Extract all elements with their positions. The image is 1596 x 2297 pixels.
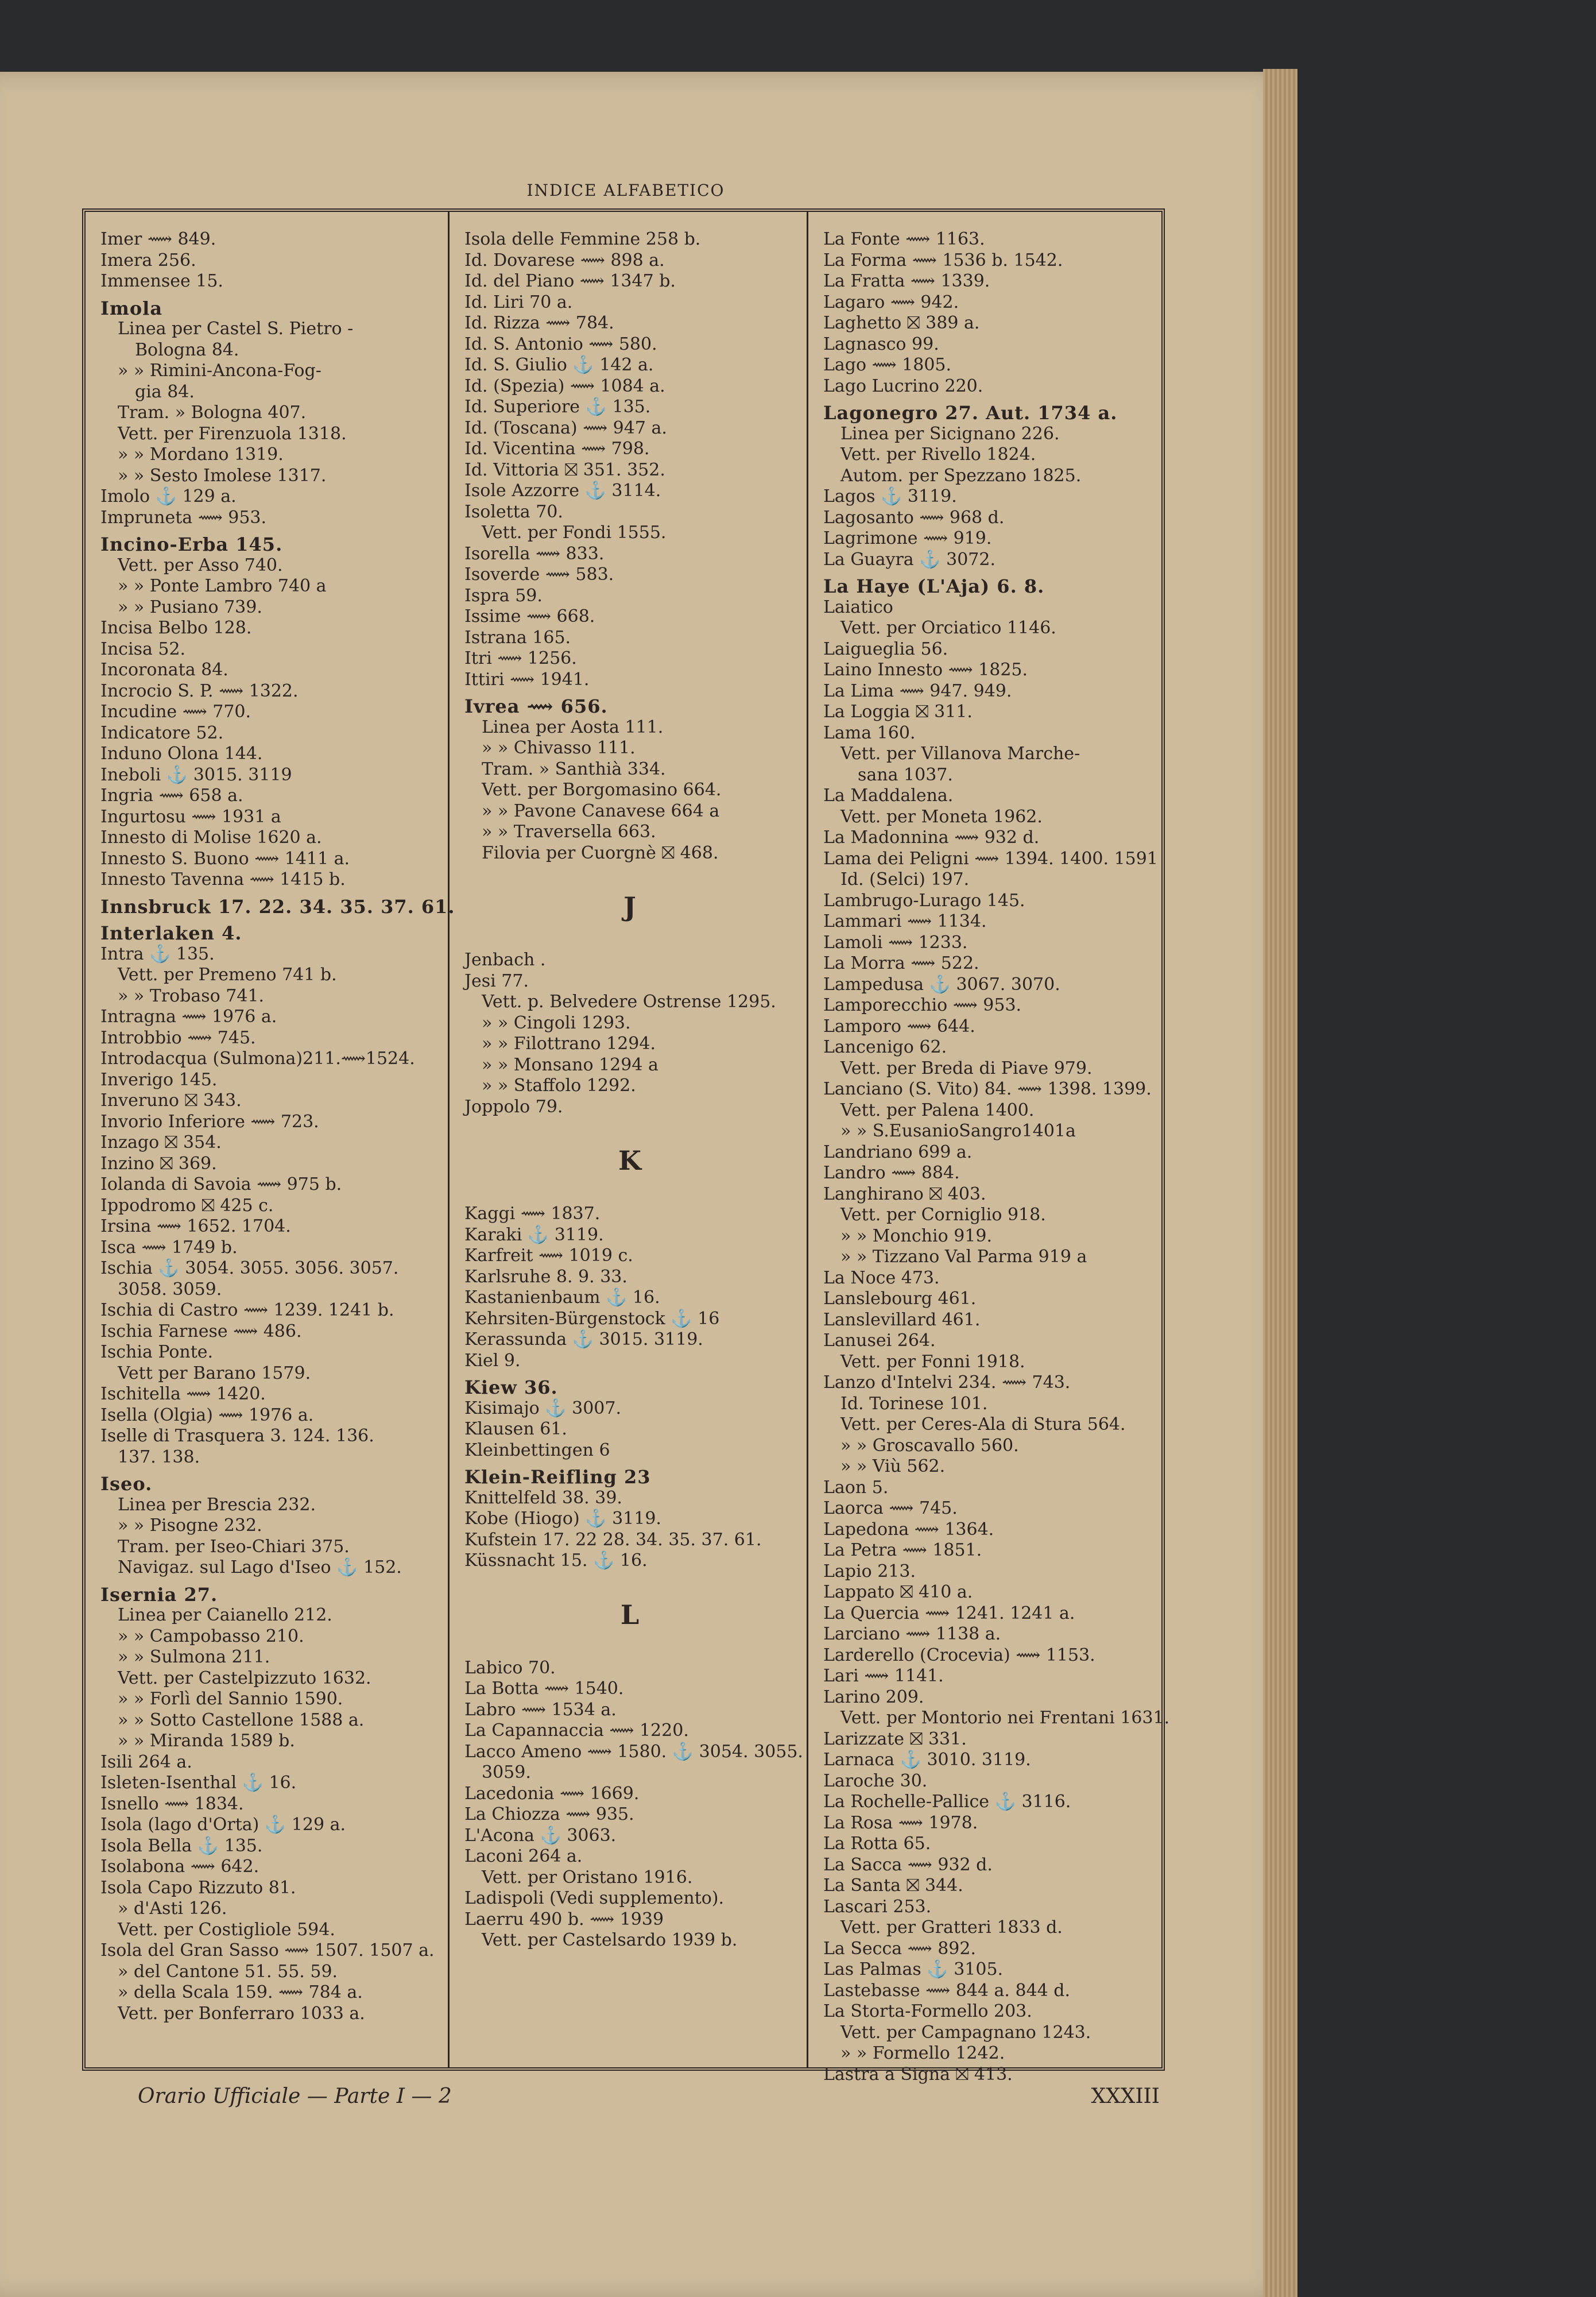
- index-entry: Incisa Belbo 128.: [100, 618, 252, 638]
- index-entry: Incisa 52.: [100, 639, 186, 659]
- index-entry: Lago Lucrino 220.: [823, 376, 983, 396]
- index-entry: Itri ⟿ 1256.: [464, 648, 577, 668]
- index-entry: Lama 160.: [823, 722, 916, 743]
- index-entry: La Rosa ⟿ 1978.: [823, 1812, 978, 1833]
- index-entry: Filovia per Cuorgnè ⛝ 468.: [482, 842, 719, 863]
- index-entry: 3059.: [482, 1762, 531, 1782]
- index-entry: Vett. per Fonni 1918.: [840, 1351, 1025, 1372]
- index-entry: Linea per Sicignano 226.: [840, 423, 1060, 444]
- index-entry: La Guayra ⚓ 3072.: [823, 549, 995, 570]
- index-entry: Vett. per Breda di Piave 979.: [840, 1058, 1093, 1078]
- index-entry: Laon 5.: [823, 1477, 889, 1498]
- index-entry: Laiatico: [823, 597, 893, 617]
- index-entry: Iselle di Trasquera 3. 124. 136.: [100, 1426, 374, 1446]
- index-entry: Lagos ⚓ 3119.: [823, 486, 957, 506]
- index-entry: Lapedona ⟿ 1364.: [823, 1519, 994, 1540]
- index-entry: Vett. per Castelpizzuto 1632.: [118, 1668, 371, 1688]
- index-entry: La Quercia ⟿ 1241. 1241 a.: [823, 1603, 1075, 1623]
- index-entry: Lamporecchio ⟿ 953.: [823, 995, 1022, 1015]
- index-entry: » » Miranda 1589 b.: [118, 1731, 295, 1751]
- index-entry: La Loggia ⛝ 311.: [823, 702, 973, 722]
- index-entry: La Secca ⟿ 892.: [823, 1938, 977, 1959]
- index-entry: La Rotta 65.: [823, 1834, 931, 1854]
- index-entry: » » Formello 1242.: [840, 2043, 1005, 2063]
- index-entry: Vett. per Fondi 1555.: [482, 523, 667, 543]
- index-entry: Vett. per Montorio nei Frentani 1631.: [840, 1708, 1170, 1728]
- index-entry: Lascari 253.: [823, 1896, 932, 1917]
- index-entry: Ladispoli (Vedi supplemento).: [464, 1888, 725, 1908]
- index-entry: Innesto S. Buono ⟿ 1411 a.: [100, 848, 350, 869]
- index-entry: La Morra ⟿ 522.: [823, 953, 979, 973]
- index-entry: Lagrimone ⟿ 919.: [823, 528, 992, 548]
- index-entry: Id. del Piano ⟿ 1347 b.: [464, 271, 676, 291]
- index-entry: Lago ⟿ 1805.: [823, 355, 952, 375]
- index-entry: Karaki ⚓ 3119.: [464, 1224, 604, 1245]
- index-entry: Isili 264 a.: [100, 1751, 192, 1772]
- index-entry: Linea per Caianello 212.: [118, 1605, 332, 1625]
- index-entry: Vett. p. Belvedere Ostrense 1295.: [482, 992, 776, 1012]
- index-entry: Vett. per Moneta 1962.: [840, 806, 1043, 827]
- index-entry: » d'Asti 126.: [118, 1898, 227, 1919]
- index-entry: Las Palmas ⚓ 3105.: [823, 1959, 1004, 1979]
- index-entry: » » Monchio 919.: [840, 1225, 992, 1246]
- index-entry: Invorio Inferiore ⟿ 723.: [100, 1111, 319, 1132]
- index-entry: Bologna 84.: [135, 339, 239, 360]
- index-entry-main: Kiew 36.: [464, 1376, 558, 1398]
- index-column-1: [86, 212, 455, 2067]
- index-column-2: [450, 212, 808, 2067]
- index-entry: Jesi 77.: [464, 970, 529, 991]
- index-entry: Larizzate ⛝ 331.: [823, 1728, 967, 1749]
- index-entry: Ischitella ⟿ 1420.: [100, 1384, 266, 1404]
- index-entry: La Maddalena.: [823, 786, 954, 806]
- index-entry: » » Trobaso 741.: [118, 985, 265, 1006]
- page-edge: [1263, 69, 1297, 2297]
- index-entry: Vett. per Premeno 741 b.: [118, 965, 337, 985]
- index-frame: [82, 208, 1170, 2085]
- index-entry: Isorella ⟿ 833.: [464, 543, 605, 564]
- index-entry: » della Scala 159. ⟿ 784 a.: [118, 1982, 363, 2002]
- index-entry: Inverigo 145.: [100, 1069, 218, 1090]
- index-entry: Vett. per Castelsardo 1939 b.: [482, 1930, 738, 1950]
- index-entry: Isola Bella ⚓ 135.: [100, 1835, 263, 1856]
- running-head: INDICE ALFABETICO: [526, 181, 725, 200]
- index-entry: Lanciano (S. Vito) 84. ⟿ 1398. 1399.: [823, 1079, 1152, 1099]
- index-entry: Vett. per Borgomasino 664.: [482, 780, 722, 800]
- index-entry: Id. Liri 70 a.: [464, 292, 573, 312]
- index-entry: La Botta ⟿ 1540.: [464, 1679, 624, 1699]
- index-entry: Vett. per Campagnano 1243.: [840, 2022, 1091, 2043]
- index-entry: » » Sesto Imolese 1317.: [118, 465, 327, 486]
- index-entry: Knittelfeld 38. 39.: [464, 1487, 622, 1508]
- index-entry: Labico 70.: [464, 1657, 556, 1678]
- index-entry: Ineboli ⚓ 3015. 3119: [100, 764, 292, 785]
- index-entry: Ischia Ponte.: [100, 1342, 214, 1362]
- index-entry: La Forma ⟿ 1536 b. 1542.: [823, 250, 1063, 270]
- index-entry: Lamoli ⟿ 1233.: [823, 932, 968, 953]
- index-entry: Lappato ⛝ 410 a.: [823, 1582, 973, 1602]
- index-entry: Lagnasco 99.: [823, 334, 939, 354]
- index-entry: Laorca ⟿ 745.: [823, 1498, 958, 1518]
- index-entry: » » Sotto Castellone 1588 a.: [118, 1710, 365, 1730]
- index-entry: Klausen 61.: [464, 1419, 567, 1439]
- section-letter: J: [623, 891, 636, 922]
- index-entry: Id. S. Giulio ⚓ 142 a.: [464, 355, 654, 375]
- index-entry: Lanslevillard 461.: [823, 1309, 981, 1330]
- index-entry: » » Campobasso 210.: [118, 1626, 304, 1646]
- page-footer: [138, 2085, 1160, 2108]
- index-entry: Id. S. Antonio ⟿ 580.: [464, 334, 657, 354]
- index-entry: Lagosanto ⟿ 968 d.: [823, 507, 1005, 528]
- index-entry: Langhirano ⛝ 403.: [823, 1184, 986, 1204]
- index-entry: Tram. » Bologna 407.: [118, 403, 307, 423]
- index-entry: La Fonte ⟿ 1163.: [823, 229, 985, 249]
- index-entry: Vett. per Orciatico 1146.: [840, 618, 1056, 638]
- index-entry: » » Mordano 1319.: [118, 444, 284, 465]
- index-entry: Induno Olona 144.: [100, 744, 263, 764]
- index-entry: La Rochelle-Pallice ⚓ 3116.: [823, 1792, 1071, 1812]
- index-entry: La Storta-Formello 203.: [823, 2001, 1032, 2021]
- index-entry: Intra ⚓ 135.: [100, 943, 215, 964]
- index-entry: Id. (Selci) 197.: [840, 869, 970, 890]
- index-entry: Innesto di Molise 1620 a.: [100, 827, 322, 848]
- index-entry: Karlsruhe 8. 9. 33.: [464, 1266, 627, 1287]
- index-entry: Lamporo ⟿ 644.: [823, 1016, 975, 1037]
- index-entry: Laconi 264 a.: [464, 1846, 583, 1866]
- index-entry: Id. Rizza ⟿ 784.: [464, 313, 614, 333]
- index-entry: Ispra 59.: [464, 585, 543, 606]
- index-entry: Inzago ⛝ 354.: [100, 1132, 222, 1153]
- index-entry: Incoronata 84.: [100, 660, 228, 680]
- index-entry-main: La Haye (L'Aja) 6. 8.: [823, 575, 1045, 597]
- index-entry-main: Interlaken 4.: [100, 922, 242, 944]
- index-entry: Lanslebourg 461.: [823, 1289, 977, 1309]
- index-entry: Lancenigo 62.: [823, 1037, 947, 1057]
- index-entry: Laerru 490 b. ⟿ 1939: [464, 1909, 664, 1929]
- index-entry: Lastra a Signa ⛝ 413.: [823, 2064, 1013, 2085]
- index-entry: Tram. per Iseo-Chiari 375.: [118, 1536, 350, 1557]
- index-entry: Lagaro ⟿ 942.: [823, 292, 959, 312]
- index-entry-main: Incino-Erba 145.: [100, 533, 283, 555]
- index-entry-main: Lagonegro 27. Aut. 1734 a.: [823, 402, 1118, 424]
- index-entry: Navigaz. sul Lago d'Iseo ⚓ 152.: [118, 1557, 402, 1577]
- index-entry: L'Acona ⚓ 3063.: [464, 1825, 617, 1846]
- index-entry: Id. Vicentina ⟿ 798.: [464, 439, 650, 459]
- index-entry: Id. (Spezia) ⟿ 1084 a.: [464, 376, 665, 396]
- index-entry: » » Viù 562.: [840, 1456, 946, 1476]
- index-entry: Vett. per Asso 740.: [118, 555, 283, 575]
- index-entry: Linea per Aosta 111.: [482, 717, 664, 737]
- index-entry: Larnaca ⚓ 3010. 3119.: [823, 1750, 1031, 1770]
- index-entry: Vett. per Villanova Marche-: [840, 744, 1080, 764]
- index-entry: Lanzo d'Intelvi 234. ⟿ 743.: [823, 1372, 1071, 1393]
- index-entry: sana 1037.: [858, 764, 953, 785]
- index-entry: La Santa ⛝ 344.: [823, 1876, 963, 1896]
- index-entry: Ischia Farnese ⟿ 486.: [100, 1321, 302, 1341]
- index-entry: » » Rimini-Ancona-Fog-: [118, 361, 321, 381]
- index-entry: Larciano ⟿ 1138 a.: [823, 1624, 1001, 1644]
- index-entry: Incrocio S. P. ⟿ 1322.: [100, 680, 299, 701]
- index-entry: » del Cantone 51. 55. 59.: [118, 1961, 338, 1982]
- index-entry: Isola (lago d'Orta) ⚓ 129 a.: [100, 1815, 346, 1835]
- index-entry: Isnello ⟿ 1834.: [100, 1793, 244, 1814]
- index-entry: Introbbio ⟿ 745.: [100, 1027, 256, 1048]
- index-entry-main: Isernia 27.: [100, 1583, 218, 1606]
- index-entry: Jenbach .: [464, 950, 546, 970]
- index-entry: » » Staffolo 1292.: [482, 1076, 636, 1096]
- index-entry: Ischia ⚓ 3054. 3055. 3056. 3057.: [100, 1258, 399, 1278]
- index-entry: La Petra ⟿ 1851.: [823, 1540, 982, 1560]
- index-entry: » » Filottrano 1294.: [482, 1034, 656, 1054]
- index-entry: » » Forlì del Sannio 1590.: [118, 1689, 343, 1709]
- index-entry: Kleinbettingen 6: [464, 1440, 610, 1460]
- index-entry: Vett. per Firenzuola 1318.: [118, 423, 347, 444]
- index-entry: Introdacqua (Sulmona)211.⟿1524.: [100, 1049, 415, 1069]
- index-entry: Isleten-Isenthal ⚓ 16.: [100, 1773, 297, 1793]
- index-entry: Isole Azzorre ⚓ 3114.: [464, 481, 661, 501]
- index-entry: » » Traversella 663.: [482, 822, 656, 842]
- index-entry: Istrana 165.: [464, 627, 571, 648]
- index-entry: Laroche 30.: [823, 1770, 928, 1791]
- index-entry: Lastebasse ⟿ 844 a. 844 d.: [823, 1980, 1071, 2001]
- index-entry-main: Ivrea ⟿ 656.: [464, 695, 608, 717]
- index-entry: Vett. per Costigliole 594.: [118, 1919, 335, 1940]
- index-entry: Impruneta ⟿ 953.: [100, 507, 267, 528]
- index-entry: Isola del Gran Sasso ⟿ 1507. 1507 a.: [100, 1940, 435, 1960]
- index-entry: Lacedonia ⟿ 1669.: [464, 1783, 640, 1804]
- index-entry: Vett. per Gratteri 1833 d.: [840, 1917, 1063, 1938]
- section-letter: L: [620, 1599, 640, 1630]
- index-entry: Inzino ⛝ 369.: [100, 1153, 217, 1174]
- index-entry: La Capannaccia ⟿ 1220.: [464, 1720, 689, 1741]
- index-entry: Issime ⟿ 668.: [464, 606, 595, 627]
- index-entry-main: Imola: [100, 297, 163, 319]
- index-entry: Iolanda di Savoia ⟿ 975 b.: [100, 1174, 342, 1194]
- page-number: XXXIII: [1091, 2085, 1160, 2108]
- index-entry: Id. Dovarese ⟿ 898 a.: [464, 250, 665, 270]
- index-entry: Ippodromo ⛝ 425 c.: [100, 1195, 274, 1216]
- index-entry: Kerassunda ⚓ 3015. 3119.: [464, 1329, 703, 1349]
- index-entry: Autom. per Spezzano 1825.: [840, 465, 1082, 486]
- index-entry: Tram. » Santhià 334.: [482, 759, 666, 779]
- index-entry: Linea per Castel S. Pietro -: [118, 319, 354, 339]
- index-entry: Laigueglia 56.: [823, 639, 948, 659]
- index-entry: Larderello (Crocevia) ⟿ 1153.: [823, 1645, 1095, 1665]
- index-entry: Imolo ⚓ 129 a.: [100, 486, 237, 506]
- index-entry: La Sacca ⟿ 932 d.: [823, 1854, 993, 1875]
- footer-title: Orario Ufficiale — Parte I — 2: [138, 2085, 452, 2108]
- index-entry: Larino 209.: [823, 1687, 924, 1707]
- index-entry: Isoletta 70.: [464, 501, 563, 522]
- index-entry: Kaggi ⟿ 1837.: [464, 1204, 601, 1224]
- index-entry: Vett. per Oristano 1916.: [482, 1867, 693, 1888]
- index-entry: La Lima ⟿ 947. 949.: [823, 680, 1012, 701]
- index-entry: 137. 138.: [118, 1447, 200, 1467]
- index-entry: gia 84.: [135, 381, 195, 402]
- index-entry: » » Groscavallo 560.: [840, 1435, 1019, 1456]
- index-entry: Küssnacht 15. ⚓ 16.: [464, 1550, 648, 1571]
- index-entry: Id. Torinese 101.: [840, 1393, 988, 1414]
- index-entry-main: Klein-Reifling 23: [464, 1466, 651, 1488]
- index-entry: Vett. per Ceres-Ala di Stura 564.: [840, 1414, 1126, 1434]
- index-entry: La Fratta ⟿ 1339.: [823, 271, 990, 291]
- index-entry: » » Tizzano Val Parma 919 a: [840, 1247, 1087, 1267]
- index-entry: Id. Vittoria ⛝ 351. 352.: [464, 459, 665, 480]
- index-entry: Vett. per Bonferraro 1033 a.: [118, 2003, 365, 2024]
- index-entry: » » Monsano 1294 a: [482, 1054, 658, 1075]
- index-entry: Vett per Barano 1579.: [118, 1363, 311, 1383]
- index-entry: Landriano 699 a.: [823, 1142, 973, 1162]
- index-entry: Vett. per Palena 1400.: [840, 1100, 1035, 1120]
- index-entry: Lambrugo-Lurago 145.: [823, 890, 1025, 911]
- index-entry: Isola delle Femmine 258 b.: [464, 229, 701, 249]
- index-entry: Immensee 15.: [100, 271, 223, 291]
- index-entry: Lammari ⟿ 1134.: [823, 911, 987, 931]
- index-entry: » » Cingoli 1293.: [482, 1012, 631, 1033]
- index-entry: » » Pavone Canavese 664 a: [482, 801, 720, 821]
- index-entry: Isoverde ⟿ 583.: [464, 564, 614, 585]
- index-entry: Landro ⟿ 884.: [823, 1163, 960, 1183]
- index-entry: Lacco Ameno ⟿ 1580. ⚓ 3054. 3055.: [464, 1741, 803, 1762]
- index-entry: Incudine ⟿ 770.: [100, 702, 251, 722]
- index-entry: 3058. 3059.: [118, 1279, 222, 1300]
- index-entry: Laghetto ⛝ 389 a.: [823, 313, 980, 333]
- index-entry: Isola Capo Rizzuto 81.: [100, 1877, 296, 1898]
- index-entry: » » Sulmona 211.: [118, 1647, 270, 1667]
- index-entry: Kehrsiten-Bürgenstock ⚓ 16: [464, 1308, 720, 1329]
- index-entry: Ingurtosu ⟿ 1931 a: [100, 806, 281, 827]
- index-entry: Kisimajo ⚓ 3007.: [464, 1398, 622, 1418]
- index-entry: Ingria ⟿ 658 a.: [100, 786, 243, 806]
- index-entry: Joppolo 79.: [464, 1096, 563, 1117]
- index-entry: Laino Innesto ⟿ 1825.: [823, 660, 1028, 680]
- index-entry: Lapio 213.: [823, 1561, 916, 1581]
- index-entry: » » Chivasso 111.: [482, 738, 636, 758]
- index-entry: Isca ⟿ 1749 b.: [100, 1237, 238, 1258]
- index-entry: Id. (Toscana) ⟿ 947 a.: [464, 417, 667, 438]
- index-entry: Kiel 9.: [464, 1350, 521, 1371]
- index-entry: Intragna ⟿ 1976 a.: [100, 1007, 277, 1027]
- index-entry: » » Pusiano 739.: [118, 597, 262, 617]
- index-entry: Ittiri ⟿ 1941.: [464, 669, 590, 690]
- index-entry: Isella (Olgia) ⟿ 1976 a.: [100, 1405, 314, 1425]
- index-entry-main: Innsbruck 17. 22. 34. 35. 37. 61.: [100, 895, 455, 918]
- index-column-3: [808, 212, 1170, 2085]
- index-entry: Karfreit ⟿ 1019 c.: [464, 1246, 633, 1266]
- index-entry: La Noce 473.: [823, 1267, 940, 1288]
- index-entry: Lanusei 264.: [823, 1331, 936, 1351]
- index-entry: Indicatore 52.: [100, 722, 224, 743]
- index-entry: Lari ⟿ 1141.: [823, 1666, 944, 1686]
- index-entry: Linea per Brescia 232.: [118, 1494, 316, 1515]
- index-entry: Ischia di Castro ⟿ 1239. 1241 b.: [100, 1300, 394, 1320]
- index-entry: Imer ⟿ 849.: [100, 229, 216, 249]
- index-entry: La Chiozza ⟿ 935.: [464, 1804, 634, 1824]
- index-entry: Inveruno ⛝ 343.: [100, 1091, 242, 1111]
- index-entry: Lampedusa ⚓ 3067. 3070.: [823, 974, 1060, 995]
- index-entry: Vett. per Corniglio 918.: [840, 1205, 1046, 1225]
- index-entry: » » S.EusanioSangro1401a: [840, 1121, 1076, 1141]
- index-entry: Kobe (Hiogo) ⚓ 3119.: [464, 1509, 661, 1529]
- index-entry: Labro ⟿ 1534 a.: [464, 1699, 617, 1720]
- index-entry: Isolabona ⟿ 642.: [100, 1857, 259, 1877]
- index-entry: Kufstein 17. 22 28. 34. 35. 37. 61.: [464, 1529, 762, 1550]
- section-letter: K: [618, 1145, 641, 1176]
- index-entry: Lama dei Peligni ⟿ 1394. 1400. 1591: [823, 848, 1158, 869]
- index-entry: Innesto Tavenna ⟿ 1415 b.: [100, 869, 346, 890]
- index-entry: Vett. per Rivello 1824.: [840, 444, 1036, 465]
- index-entry: Kastanienbaum ⚓ 16.: [464, 1287, 660, 1308]
- index-entry: » » Pisogne 232.: [118, 1515, 262, 1536]
- index-entry: Imera 256.: [100, 250, 196, 270]
- index-entry: Id. Superiore ⚓ 135.: [464, 397, 651, 417]
- index-entry: La Madonnina ⟿ 932 d.: [823, 827, 1040, 848]
- index-entry: Irsina ⟿ 1652. 1704.: [100, 1216, 291, 1236]
- index-entry: » » Ponte Lambro 740 a: [118, 576, 327, 596]
- index-entry-main: Iseo.: [100, 1473, 153, 1495]
